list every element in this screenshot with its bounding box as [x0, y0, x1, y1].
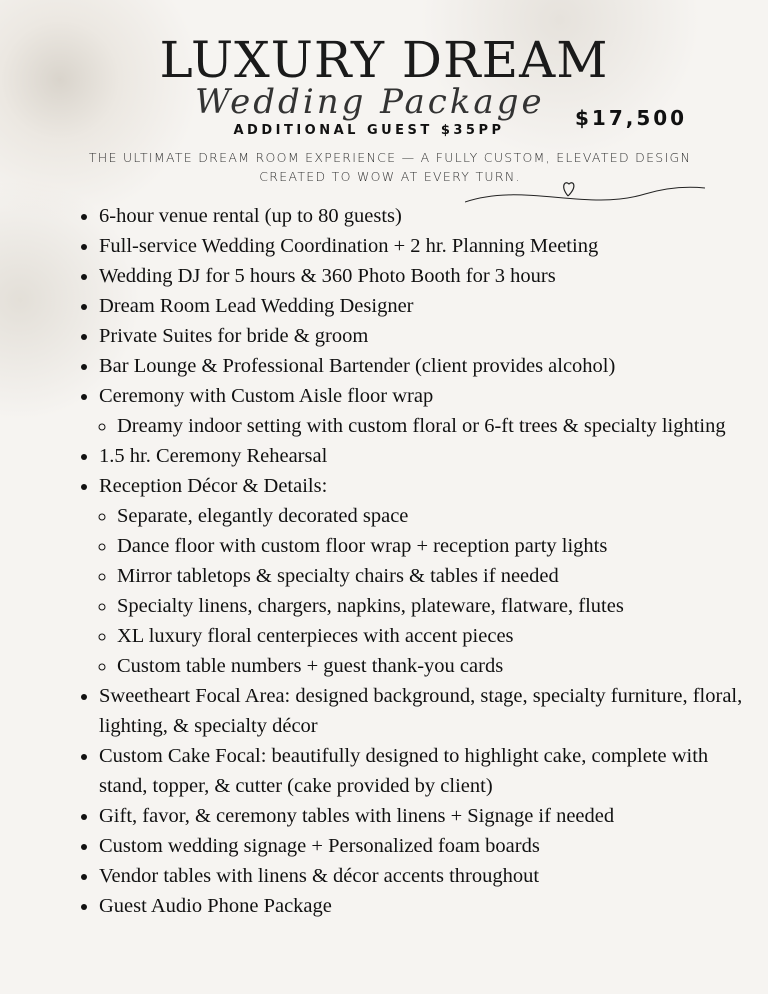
list-item: [99, 231, 759, 261]
list-item-text: 1.5 hr. Ceremony Rehearsal: [99, 445, 328, 467]
sub-list-item: ◦ Dance floor with custom floor wrap + reception party lights: [117, 531, 759, 561]
sub-list-item: ◦ Specialty linens, chargers, napkins, plateware, flatware, flutes: [117, 591, 759, 621]
list-item: [99, 321, 759, 351]
sub-list-item: ◦ XL luxury floral centerpieces with accent pieces: [117, 621, 759, 651]
package-subtitle: Wedding Package: [195, 82, 545, 122]
tagline: THE ULTIMATE DREAM ROOM EXPERIENCE — A FULLY CUSTOM, ELEVATED DESIGN CREATED TO WOW AT EVERY TURN.: [88, 150, 692, 184]
list-item-text: 6-hour venue rental (up to 80 guests): [99, 205, 402, 227]
list-item-text: Bar Lounge & Professional Bartender (client provides alcohol): [99, 355, 616, 377]
list-item-text: Full-service Wedding Coordination + 2 hr. Planning Meeting: [99, 235, 599, 257]
list-item-text: Dream Room Lead Wedding Designer: [99, 295, 414, 317]
list-item: [99, 381, 759, 441]
list-item: [99, 441, 759, 471]
list-item: [99, 351, 759, 381]
list-item-text: Wedding DJ for 5 hours & 360 Photo Booth for 3 hours: [99, 265, 556, 287]
sub-list-item: ◦ Mirror tabletops & specialty chairs & tables if needed: [117, 561, 759, 591]
sub-list-item: ◦ Custom table numbers + guest thank-you cards: [117, 651, 759, 681]
list-item: [99, 891, 759, 921]
list-item: [99, 201, 759, 231]
list-item-text: Custom wedding signage + Personalized foam boards: [99, 835, 540, 857]
list-item-text: Gift, favor, & ceremony tables with linens + Signage if needed: [99, 805, 615, 827]
list-item-text: Sweetheart Focal Area: designed background, stage, specialty furniture, floral, lighting, & specialty décor: [99, 685, 743, 737]
sub-list: [99, 501, 759, 681]
list-item: [99, 861, 759, 891]
list-item: [99, 471, 759, 681]
list-item-text: Vendor tables with linens & décor accents throughout: [99, 865, 540, 887]
list-item: [99, 741, 759, 801]
list-item-text: Private Suites for bride & groom: [99, 325, 369, 347]
list-item: [99, 801, 759, 831]
additional-guest-price: ADDITIONAL GUEST $35PP: [233, 123, 505, 138]
list-item-text: Custom Cake Focal: beautifully designed to highlight cake, complete with stand, topper, & cutter (cake provided by client): [99, 745, 709, 797]
list-item: [99, 831, 759, 861]
list-item-text: Ceremony with Custom Aisle floor wrap: [99, 385, 434, 407]
list-item: [99, 681, 759, 741]
sub-list: [99, 411, 759, 441]
sub-list-item: ◦ Dreamy indoor setting with custom floral or 6-ft trees & specialty lighting: [117, 411, 759, 441]
list-item: [99, 261, 759, 291]
list-item-text: Guest Audio Phone Package: [99, 895, 332, 917]
sub-list-item: ◦ Separate, elegantly decorated space: [117, 501, 759, 531]
list-item-text: Reception Décor & Details:: [99, 475, 328, 497]
package-title: LUXURY DREAM: [159, 31, 609, 89]
inclusions-list: [79, 201, 759, 921]
list-item: [99, 291, 759, 321]
package-price: $17,500: [575, 106, 688, 130]
